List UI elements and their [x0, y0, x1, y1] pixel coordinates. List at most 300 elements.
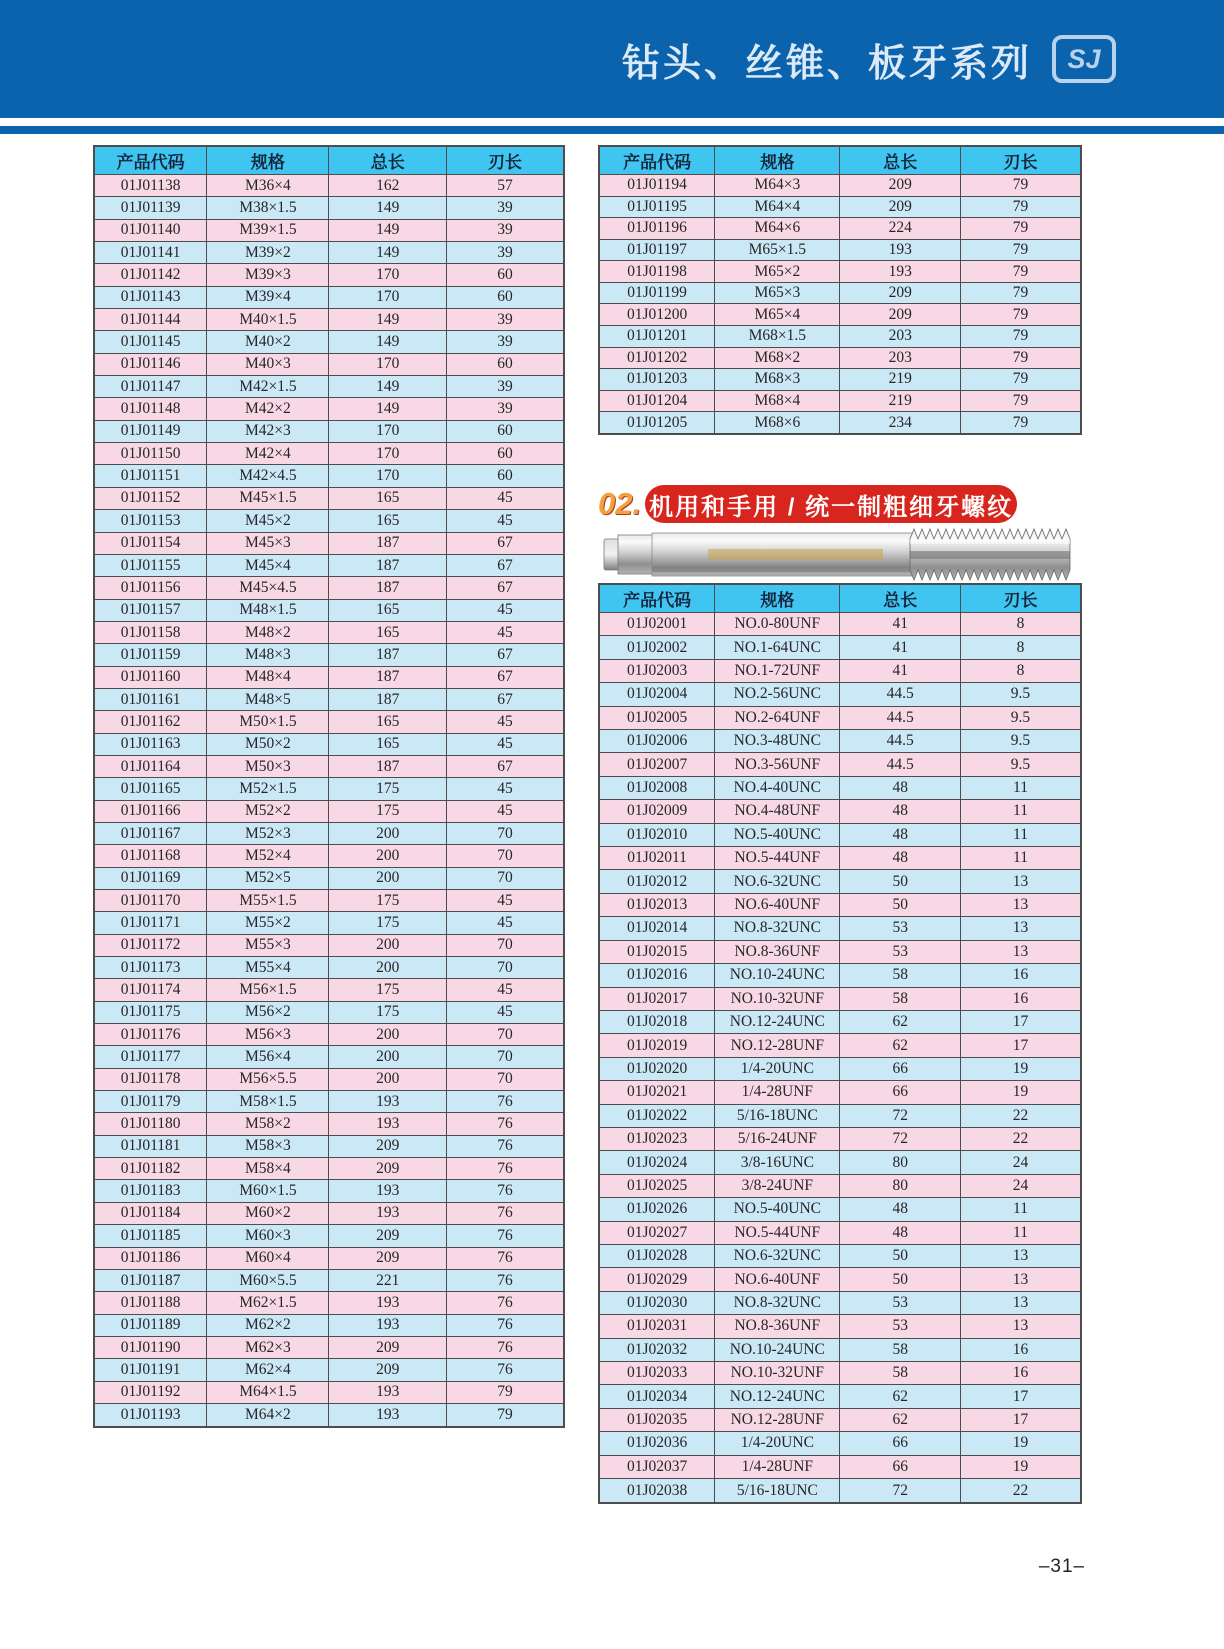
table-cell: 53 — [840, 917, 961, 940]
table-row — [599, 239, 1081, 261]
table-cell: 45 — [446, 800, 564, 822]
column-header-spec: 规格 — [715, 584, 840, 613]
table-cell: NO.12-28UNF — [715, 1034, 840, 1057]
table-cell: 70 — [446, 845, 564, 867]
table-cell: M65×2 — [715, 261, 840, 283]
table-cell: M39×4 — [207, 286, 329, 308]
table-row — [599, 893, 1081, 916]
table-cell: 187 — [329, 755, 447, 777]
table-cell: 01J01187 — [94, 1269, 207, 1291]
table-row — [94, 1180, 564, 1202]
table-row — [599, 1057, 1081, 1080]
table-cell: 5/16-18UNC — [715, 1479, 840, 1503]
table-cell: 45 — [446, 711, 564, 733]
table-cell: 01J02022 — [599, 1104, 715, 1127]
table-cell: 187 — [329, 532, 447, 554]
table-row — [94, 1381, 564, 1403]
table-cell: 45 — [446, 487, 564, 509]
table-cell: 67 — [446, 554, 564, 576]
table-cell: 39 — [446, 376, 564, 398]
table-cell: 01J02001 — [599, 613, 715, 636]
column-header-code: 产品代码 — [599, 146, 715, 175]
table-cell: 01J02035 — [599, 1408, 715, 1431]
table-cell: 01J02026 — [599, 1198, 715, 1221]
table-cell: 01J01192 — [94, 1381, 207, 1403]
table-cell: 72 — [840, 1127, 961, 1150]
table-cell: 50 — [840, 870, 961, 893]
table-row — [94, 1359, 564, 1381]
table-cell: M64×2 — [207, 1403, 329, 1427]
table-cell: M56×4 — [207, 1046, 329, 1068]
table-cell: M48×4 — [207, 666, 329, 688]
table-cell: 01J01164 — [94, 755, 207, 777]
table-cell: 01J01195 — [599, 196, 715, 218]
table-cell: 76 — [446, 1225, 564, 1247]
table-row — [599, 1315, 1081, 1338]
table-row — [599, 282, 1081, 304]
table-cell: NO.1-64UNC — [715, 636, 840, 659]
table-cell: 39 — [446, 309, 564, 331]
table-row — [94, 778, 564, 800]
table-cell: 58 — [840, 1362, 961, 1385]
table-cell: 149 — [329, 376, 447, 398]
column-header-flute: 刃长 — [960, 584, 1081, 613]
table-cell: 209 — [329, 1247, 447, 1269]
table-cell: 11 — [960, 776, 1081, 799]
table-cell: 76 — [446, 1292, 564, 1314]
table-cell: 209 — [840, 304, 961, 326]
table-row — [94, 1314, 564, 1336]
table-cell: 193 — [329, 1403, 447, 1427]
table-cell: 45 — [446, 890, 564, 912]
table-cell: 76 — [446, 1314, 564, 1336]
table-cell: NO.5-44UNF — [715, 1221, 840, 1244]
table-cell: NO.8-36UNF — [715, 940, 840, 963]
table-cell: 19 — [960, 1057, 1081, 1080]
table-header-row — [599, 584, 1081, 613]
table-cell: 175 — [329, 1001, 447, 1023]
table-cell: 01J01167 — [94, 822, 207, 844]
page-title: 钻头、丝锥、板牙系列 — [621, 42, 1032, 85]
table-cell: M39×3 — [207, 264, 329, 286]
table-cell: 16 — [960, 1338, 1081, 1361]
table-row — [94, 890, 564, 912]
table-cell: 209 — [329, 1158, 447, 1180]
table-cell: 72 — [840, 1104, 961, 1127]
table-cell: 70 — [446, 822, 564, 844]
header-divider-line — [0, 126, 1224, 134]
table-cell: M62×1.5 — [207, 1292, 329, 1314]
table-cell: 48 — [840, 1221, 961, 1244]
table-cell: NO.12-24UNC — [715, 1010, 840, 1033]
table-cell: M58×4 — [207, 1158, 329, 1180]
table-cell: 62 — [840, 1408, 961, 1431]
table-row — [94, 1024, 564, 1046]
table-cell: M65×3 — [715, 282, 840, 304]
table-cell: 203 — [840, 347, 961, 369]
table-cell: 01J01160 — [94, 666, 207, 688]
table-row — [599, 823, 1081, 846]
table-cell: 170 — [329, 465, 447, 487]
table-cell: 13 — [960, 893, 1081, 916]
table-cell: 01J01138 — [94, 175, 207, 197]
table-row — [94, 465, 564, 487]
table-row — [94, 1336, 564, 1358]
table-cell: 13 — [960, 870, 1081, 893]
table-cell: 62 — [840, 1010, 961, 1033]
table-cell: 219 — [840, 369, 961, 391]
table-cell: 5/16-24UNF — [715, 1127, 840, 1150]
table-row — [599, 1362, 1081, 1385]
table-row — [599, 1244, 1081, 1267]
table-row — [94, 755, 564, 777]
table-cell: 01J01184 — [94, 1202, 207, 1224]
table-row — [94, 398, 564, 420]
table-cell: 01J02018 — [599, 1010, 715, 1033]
table-cell: M45×4.5 — [207, 577, 329, 599]
table-cell: 200 — [329, 1068, 447, 1090]
table-cell: 01J02005 — [599, 706, 715, 729]
table-cell: 62 — [840, 1034, 961, 1057]
table-cell: 01J02019 — [599, 1034, 715, 1057]
table-cell: 16 — [960, 1362, 1081, 1385]
table-cell: 170 — [329, 286, 447, 308]
table-cell: 01J01203 — [599, 369, 715, 391]
table-cell: 209 — [329, 1336, 447, 1358]
table-cell: NO.4-40UNC — [715, 776, 840, 799]
table-row — [94, 554, 564, 576]
table-cell: 209 — [329, 1359, 447, 1381]
table-row — [94, 599, 564, 621]
table-cell: 193 — [329, 1091, 447, 1113]
table-cell: 01J01201 — [599, 325, 715, 347]
table-cell: 01J01153 — [94, 510, 207, 532]
table-cell: 19 — [960, 1455, 1081, 1478]
table-cell: 8 — [960, 613, 1081, 636]
table-cell: 53 — [840, 940, 961, 963]
table-cell: M52×5 — [207, 867, 329, 889]
table-cell: 39 — [446, 398, 564, 420]
table-cell: M60×2 — [207, 1202, 329, 1224]
table-row — [599, 870, 1081, 893]
table-cell: M50×3 — [207, 755, 329, 777]
table-cell: 79 — [960, 218, 1081, 240]
table-cell: 200 — [329, 957, 447, 979]
table-cell: 175 — [329, 979, 447, 1001]
table-cell: 19 — [960, 1432, 1081, 1455]
table-row — [94, 264, 564, 286]
table-row — [94, 532, 564, 554]
table-cell: 44.5 — [840, 753, 961, 776]
table-cell: 1/4-28UNF — [715, 1081, 840, 1104]
table-row — [599, 964, 1081, 987]
table-cell: 1/4-20UNC — [715, 1057, 840, 1080]
table-cell: NO.2-56UNC — [715, 683, 840, 706]
table-cell: 01J02012 — [599, 870, 715, 893]
table-cell: 193 — [329, 1113, 447, 1135]
table-cell: M60×5.5 — [207, 1269, 329, 1291]
table-cell: 76 — [446, 1202, 564, 1224]
table-cell: 01J02009 — [599, 800, 715, 823]
table-cell: 01J01189 — [94, 1314, 207, 1336]
table-row — [94, 1046, 564, 1068]
column-header-flute: 刃长 — [960, 146, 1081, 175]
table-cell: 01J01152 — [94, 487, 207, 509]
table-cell: NO.8-36UNF — [715, 1315, 840, 1338]
table-cell: 67 — [446, 666, 564, 688]
table-cell: M38×1.5 — [207, 197, 329, 219]
table-cell: 01J01141 — [94, 242, 207, 264]
table-cell: 50 — [840, 1244, 961, 1267]
table-cell: M55×4 — [207, 957, 329, 979]
table-cell: 24 — [960, 1151, 1081, 1174]
table-cell: 01J01144 — [94, 309, 207, 331]
table-cell: M42×3 — [207, 420, 329, 442]
table-row — [599, 1479, 1081, 1503]
table-cell: 39 — [446, 242, 564, 264]
table-row — [94, 286, 564, 308]
table-row — [599, 706, 1081, 729]
table-cell: 01J01194 — [599, 175, 715, 197]
table-cell: 01J01204 — [599, 390, 715, 412]
table-row — [94, 867, 564, 889]
table-cell: 67 — [446, 755, 564, 777]
table-cell: 01J01140 — [94, 219, 207, 241]
table-cell: 149 — [329, 309, 447, 331]
table-header-row — [599, 146, 1081, 175]
table-cell: 19 — [960, 1081, 1081, 1104]
table-cell: 01J01191 — [94, 1359, 207, 1381]
table-cell: 17 — [960, 1385, 1081, 1408]
table-cell: 209 — [840, 175, 961, 197]
table-cell: 01J01150 — [94, 443, 207, 465]
table-cell: M58×3 — [207, 1135, 329, 1157]
table-cell: M50×1.5 — [207, 711, 329, 733]
table-cell: 58 — [840, 1338, 961, 1361]
table-cell: 45 — [446, 599, 564, 621]
table-cell: 01J01205 — [599, 412, 715, 434]
table-cell: 67 — [446, 577, 564, 599]
table-cell: 01J01198 — [599, 261, 715, 283]
table-cell: 209 — [840, 282, 961, 304]
table-cell: 193 — [840, 239, 961, 261]
table-cell: 50 — [840, 1268, 961, 1291]
column-header-total: 总长 — [840, 146, 961, 175]
table-row — [94, 1135, 564, 1157]
table-cell: 01J01202 — [599, 347, 715, 369]
table-cell: 01J01171 — [94, 912, 207, 934]
table-row — [599, 1455, 1081, 1478]
table-cell: 67 — [446, 644, 564, 666]
table-cell: 01J01174 — [94, 979, 207, 1001]
table-cell: 01J01188 — [94, 1292, 207, 1314]
table-cell: M58×1.5 — [207, 1091, 329, 1113]
table-cell: 01J02033 — [599, 1362, 715, 1385]
table-cell: 79 — [960, 304, 1081, 326]
section-title: 机用和手用 / 统一制粗细牙螺纹 — [645, 485, 1017, 523]
table-row — [599, 1338, 1081, 1361]
table-cell: NO.1-72UNF — [715, 659, 840, 682]
table-cell: 01J02010 — [599, 823, 715, 846]
table-cell: 01J01165 — [94, 778, 207, 800]
table-cell: 01J02024 — [599, 1151, 715, 1174]
table-row — [599, 1408, 1081, 1431]
table-cell: M64×6 — [715, 218, 840, 240]
table-cell: M52×4 — [207, 845, 329, 867]
product-table-metric-left — [93, 145, 565, 1428]
table-cell: 200 — [329, 845, 447, 867]
table-cell: 41 — [840, 659, 961, 682]
table-cell: 66 — [840, 1455, 961, 1478]
table-cell: 01J01172 — [94, 934, 207, 956]
table-cell: 175 — [329, 890, 447, 912]
table-cell: 01J02006 — [599, 730, 715, 753]
table-row — [599, 390, 1081, 412]
table-row — [599, 730, 1081, 753]
table-cell: 01J01151 — [94, 465, 207, 487]
table-cell: 01J01145 — [94, 331, 207, 353]
table-cell: 60 — [446, 443, 564, 465]
table-cell: 48 — [840, 823, 961, 846]
table-cell: NO.12-28UNF — [715, 1408, 840, 1431]
table-cell: 193 — [329, 1381, 447, 1403]
table-cell: 149 — [329, 398, 447, 420]
table-cell: 48 — [840, 776, 961, 799]
table-cell: 01J02028 — [599, 1244, 715, 1267]
table-cell: NO.3-56UNF — [715, 753, 840, 776]
table-cell: M68×2 — [715, 347, 840, 369]
table-cell: 01J01143 — [94, 286, 207, 308]
table-cell: 200 — [329, 822, 447, 844]
table-cell: 01J01197 — [599, 239, 715, 261]
table-row — [599, 347, 1081, 369]
table-cell: 3/8-24UNF — [715, 1174, 840, 1197]
table-cell: 187 — [329, 688, 447, 710]
table-cell: 48 — [840, 847, 961, 870]
table-cell: M42×4 — [207, 443, 329, 465]
table-cell: 01J01159 — [94, 644, 207, 666]
table-cell: M55×2 — [207, 912, 329, 934]
table-cell: NO.4-48UNF — [715, 800, 840, 823]
table-cell: 57 — [446, 175, 564, 197]
table-cell: 187 — [329, 554, 447, 576]
table-cell: 01J01186 — [94, 1247, 207, 1269]
table-cell: M42×4.5 — [207, 465, 329, 487]
table-cell: M48×2 — [207, 621, 329, 643]
table-cell: 45 — [446, 1001, 564, 1023]
table-cell: 01J02023 — [599, 1127, 715, 1150]
section-number: 02. — [598, 486, 642, 521]
table-cell: 175 — [329, 912, 447, 934]
table-cell: NO.5-40UNC — [715, 1198, 840, 1221]
table-row — [599, 304, 1081, 326]
table-cell: 224 — [840, 218, 961, 240]
table-cell: 01J01200 — [599, 304, 715, 326]
table-cell: 149 — [329, 331, 447, 353]
table-cell: M40×3 — [207, 353, 329, 375]
right-column — [598, 145, 1082, 1504]
table-row — [94, 822, 564, 844]
table-cell: 01J01199 — [599, 282, 715, 304]
table-cell: 39 — [446, 331, 564, 353]
table-cell: 76 — [446, 1135, 564, 1157]
table-cell: 01J01146 — [94, 353, 207, 375]
table-cell: 01J02020 — [599, 1057, 715, 1080]
table-cell: 62 — [840, 1385, 961, 1408]
table-cell: 01J01157 — [94, 599, 207, 621]
table-cell: 01J01170 — [94, 890, 207, 912]
column-header-spec: 规格 — [715, 146, 840, 175]
table-cell: 44.5 — [840, 683, 961, 706]
column-header-total: 总长 — [329, 146, 447, 175]
table-cell: 9.5 — [960, 683, 1081, 706]
table-cell: NO.6-40UNF — [715, 893, 840, 916]
table-cell: 39 — [446, 197, 564, 219]
table-cell: 170 — [329, 443, 447, 465]
table-cell: 60 — [446, 264, 564, 286]
column-header-code: 产品代码 — [94, 146, 207, 175]
table-cell: 149 — [329, 197, 447, 219]
table-row — [94, 688, 564, 710]
section-banner — [598, 485, 1082, 523]
table-cell: 9.5 — [960, 753, 1081, 776]
table-cell: 11 — [960, 800, 1081, 823]
table-cell: 13 — [960, 940, 1081, 963]
table-row — [94, 912, 564, 934]
table-cell: M42×2 — [207, 398, 329, 420]
table-cell: 79 — [960, 390, 1081, 412]
table-cell: 01J02021 — [599, 1081, 715, 1104]
table-cell: 01J01180 — [94, 1113, 207, 1135]
table-cell: 53 — [840, 1315, 961, 1338]
table-cell: 13 — [960, 1315, 1081, 1338]
table-cell: 60 — [446, 286, 564, 308]
table-cell: 203 — [840, 325, 961, 347]
table-cell: M60×1.5 — [207, 1180, 329, 1202]
table-cell: 01J01156 — [94, 577, 207, 599]
table-cell: 01J02002 — [599, 636, 715, 659]
table-cell: 79 — [960, 325, 1081, 347]
table-cell: 11 — [960, 823, 1081, 846]
table-cell: 76 — [446, 1269, 564, 1291]
table-cell: M62×3 — [207, 1336, 329, 1358]
page-header-band — [0, 0, 1224, 118]
table-row — [94, 621, 564, 643]
brand-logo-icon: SJ — [1052, 35, 1116, 83]
table-row — [94, 934, 564, 956]
table-row — [94, 1292, 564, 1314]
table-row — [599, 1198, 1081, 1221]
table-cell: 01J01166 — [94, 800, 207, 822]
table-cell: 01J01183 — [94, 1180, 207, 1202]
table-cell: 70 — [446, 1046, 564, 1068]
table-row — [599, 1127, 1081, 1150]
table-cell: 193 — [329, 1292, 447, 1314]
table-row — [94, 242, 564, 264]
table-cell: 221 — [329, 1269, 447, 1291]
table-cell: 70 — [446, 1068, 564, 1090]
table-row — [599, 325, 1081, 347]
table-cell: 1/4-20UNC — [715, 1432, 840, 1455]
table-row — [94, 845, 564, 867]
table-cell: 48 — [840, 1198, 961, 1221]
table-cell: 76 — [446, 1180, 564, 1202]
table-cell: 79 — [960, 239, 1081, 261]
table-row — [599, 753, 1081, 776]
table-cell: 60 — [446, 420, 564, 442]
table-cell: 01J01149 — [94, 420, 207, 442]
table-cell: 50 — [840, 893, 961, 916]
